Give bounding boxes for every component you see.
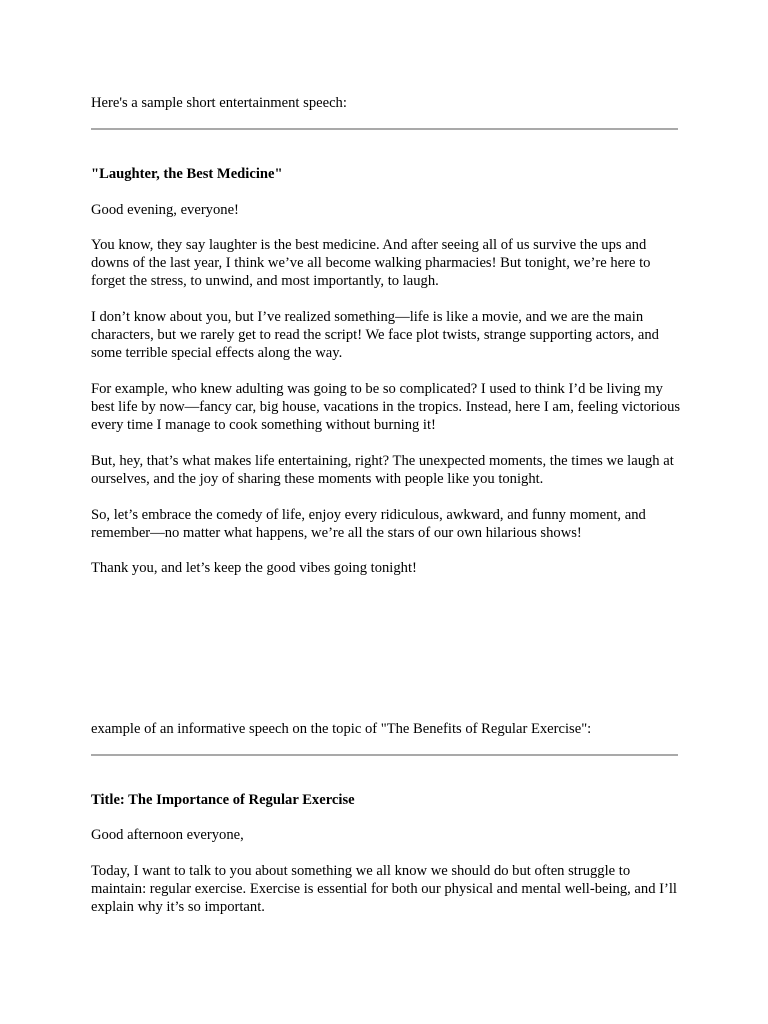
section1-intro: Here's a sample short entertainment speech: xyxy=(91,95,347,111)
section2-title: Title: The Importance of Regular Exercise xyxy=(91,792,355,808)
section1-paragraph-2: You know, they say laughter is the best medicine. And after seeing all of us survive the ups and downs of the last year, I think we’ve all become walking pharmacies! But tonight, we’re here to forget the stress, to unwind, and most importantly, to laugh. xyxy=(91,237,651,289)
section1-paragraph-1: Good evening, everyone! xyxy=(91,202,239,218)
section1-paragraph-6: So, let’s embrace the comedy of life, enjoy every ridiculous, awkward, and funny moment, and remember—no matter what happens, we’re all the stars of our own hilarious shows! xyxy=(91,507,646,541)
section1-paragraph-5: But, hey, that’s what makes life entertaining, right? The unexpected moments, the times we laugh at ourselves, and the joy of sharing these moments with people like you tonight. xyxy=(91,453,674,487)
section1-title: "Laughter, the Best Medicine" xyxy=(91,166,283,182)
section2-paragraph-1: Good afternoon everyone, xyxy=(91,827,244,843)
section1-divider xyxy=(91,128,678,130)
section1-paragraph-7: Thank you, and let’s keep the good vibes going tonight! xyxy=(91,560,417,576)
section1-paragraph-3: I don’t know about you, but I’ve realized something—life is like a movie, and we are the main characters, but we rarely get to read the script! We face plot twists, strange supporting actors, and some terrible special effects along the way. xyxy=(91,309,659,361)
section1-paragraph-4: For example, who knew adulting was going to be so complicated? I used to think I’d be living my best life by now—fancy car, big house, vacations in the tropics. Instead, here I am, feeling victorious every time I manage to cook something without burning it! xyxy=(91,381,681,433)
section2-paragraph-2: Today, I want to talk to you about something we all know we should do but often struggle to maintain: regular exercise. Exercise is essential for both our physical and mental well-being, and I’ll explain why it’s so important. xyxy=(91,863,677,915)
section2-divider xyxy=(91,754,678,756)
section2-intro: example of an informative speech on the topic of "The Benefits of Regular Exercise": xyxy=(91,721,592,737)
